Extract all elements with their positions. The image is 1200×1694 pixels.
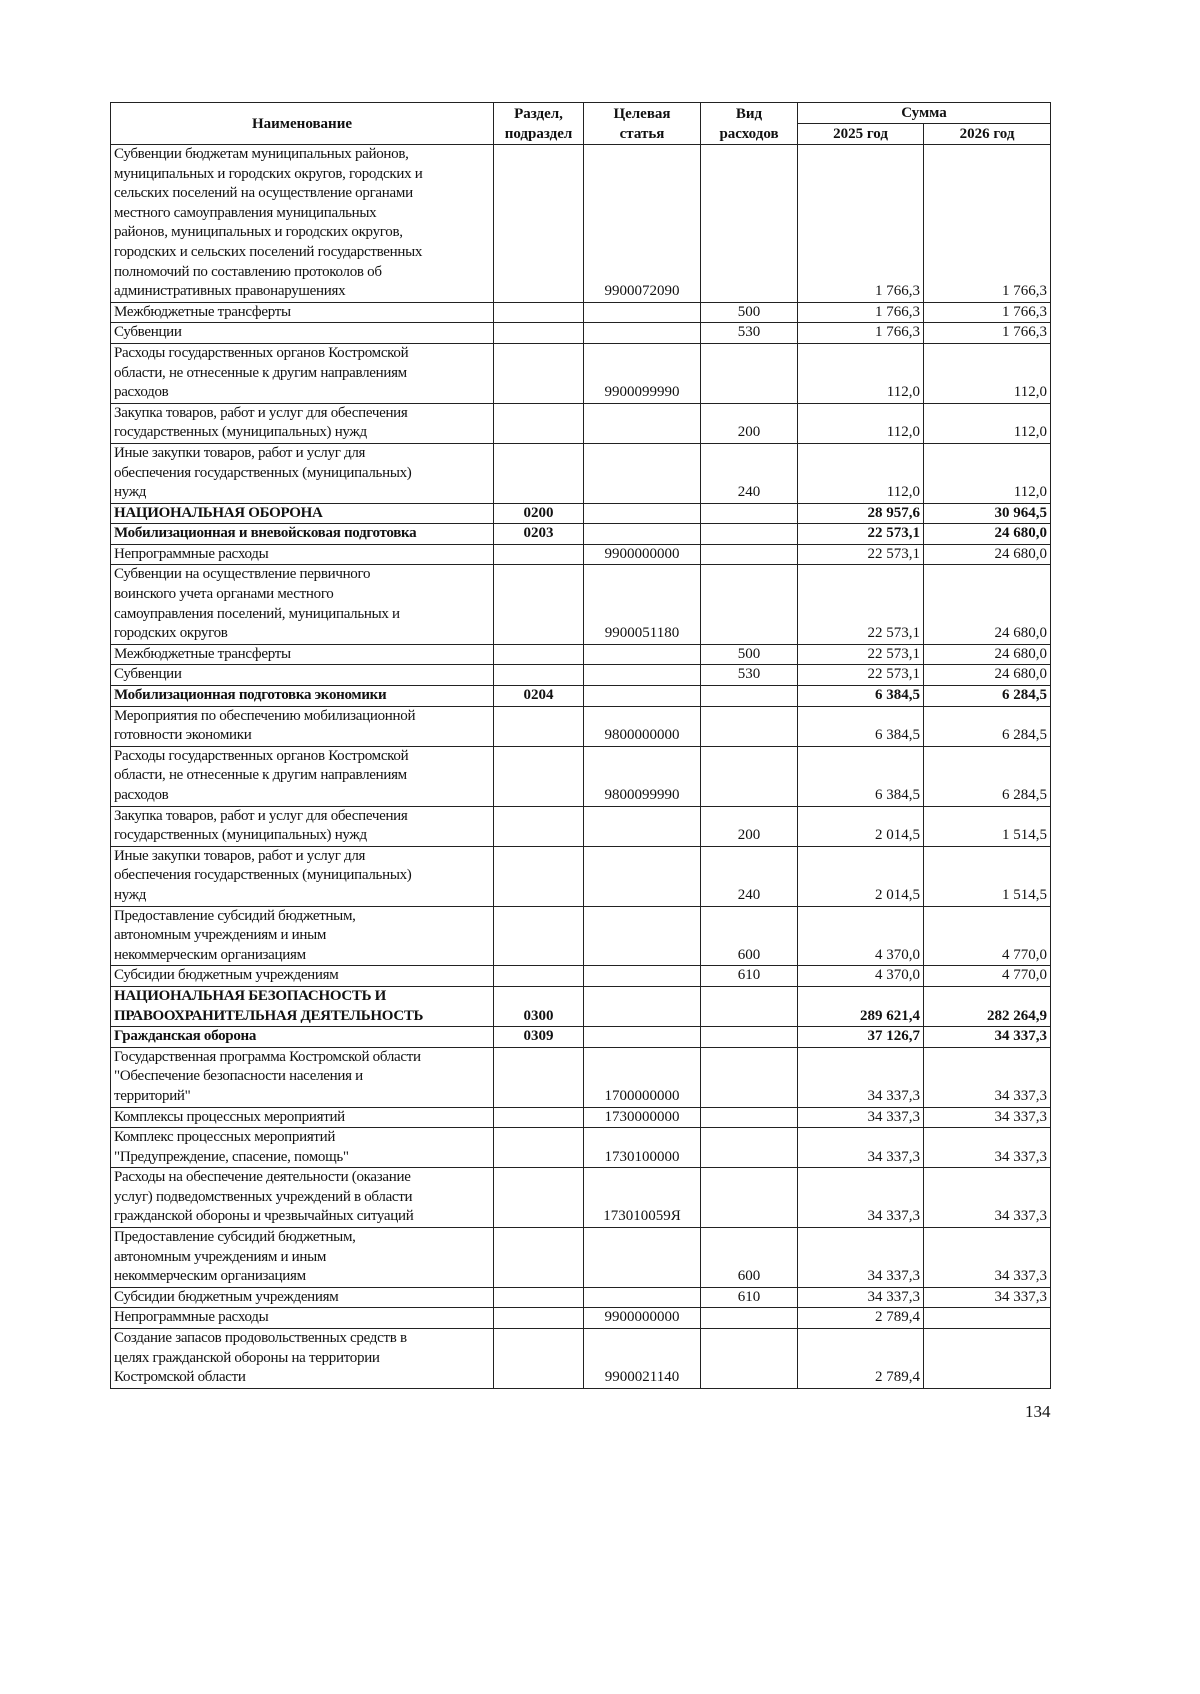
- cell-name: Создание запасов продовольственных средств в целях гражданской обороны на территории Костромской области: [111, 1329, 494, 1389]
- cell-name: Мероприятия по обеспечению мобилизационной готовности экономики: [111, 706, 494, 746]
- cell-y2025: 4 370,0: [798, 966, 924, 987]
- table-row: [111, 343, 1051, 403]
- cell-y2025: 22 573,1: [798, 665, 924, 686]
- table-row: [111, 966, 1051, 987]
- cell-y2025: 37 126,7: [798, 1027, 924, 1048]
- cell-name: Расходы государственных органов Костромской области, не отнесенные к другим направлениям расходов: [111, 746, 494, 806]
- header-2025: 2025 год: [798, 124, 924, 145]
- cell-section: [494, 1047, 584, 1107]
- page-number: 134: [1025, 1402, 1051, 1421]
- cell-y2026: 6 284,5: [924, 746, 1051, 806]
- cell-kind: [701, 1329, 798, 1389]
- cell-y2025: 1 766,3: [798, 302, 924, 323]
- header-2026: 2026 год: [924, 124, 1051, 145]
- cell-kind: 200: [701, 403, 798, 443]
- cell-y2025: 34 337,3: [798, 1047, 924, 1107]
- cell-section: [494, 1128, 584, 1168]
- cell-target: 1730100000: [584, 1128, 701, 1168]
- cell-kind: [701, 565, 798, 644]
- cell-section: 0200: [494, 503, 584, 524]
- cell-y2026: 112,0: [924, 343, 1051, 403]
- table-row: [111, 323, 1051, 344]
- table-row: [111, 686, 1051, 707]
- cell-y2025: 1 766,3: [798, 145, 924, 303]
- cell-name: НАЦИОНАЛЬНАЯ ОБОРОНА: [111, 503, 494, 524]
- cell-section: [494, 403, 584, 443]
- table-row: [111, 302, 1051, 323]
- cell-section: [494, 1287, 584, 1308]
- cell-y2026: 34 337,3: [924, 1287, 1051, 1308]
- cell-kind: 530: [701, 323, 798, 344]
- cell-y2026: 24 680,0: [924, 544, 1051, 565]
- table-row: [111, 1047, 1051, 1107]
- cell-y2026: 24 680,0: [924, 565, 1051, 644]
- cell-y2026: 1 766,3: [924, 302, 1051, 323]
- cell-name: Предоставление субсидий бюджетным, автономным учреждениям и иным некоммерческим организациям: [111, 906, 494, 966]
- cell-y2025: 2 789,4: [798, 1308, 924, 1329]
- cell-y2025: 289 621,4: [798, 986, 924, 1026]
- cell-section: 0300: [494, 986, 584, 1026]
- cell-name: Комплексы процессных мероприятий: [111, 1107, 494, 1128]
- cell-name: Закупка товаров, работ и услуг для обеспечения государственных (муниципальных) нужд: [111, 403, 494, 443]
- cell-y2025: 4 370,0: [798, 906, 924, 966]
- cell-name: Гражданская оборона: [111, 1027, 494, 1048]
- table-row: [111, 906, 1051, 966]
- cell-kind: [701, 686, 798, 707]
- cell-name: НАЦИОНАЛЬНАЯ БЕЗОПАСНОСТЬ И ПРАВООХРАНИТЕЛЬНАЯ ДЕЯТЕЛЬНОСТЬ: [111, 986, 494, 1026]
- cell-kind: 200: [701, 806, 798, 846]
- cell-name: Иные закупки товаров, работ и услуг для обеспечения государственных (муниципальных) нужд: [111, 443, 494, 503]
- cell-section: [494, 846, 584, 906]
- cell-name: Субсидии бюджетным учреждениям: [111, 966, 494, 987]
- cell-section: [494, 644, 584, 665]
- cell-kind: [701, 1308, 798, 1329]
- cell-y2026: 34 337,3: [924, 1228, 1051, 1288]
- cell-target: [584, 1027, 701, 1048]
- cell-target: 9900021140: [584, 1329, 701, 1389]
- cell-kind: [701, 544, 798, 565]
- cell-y2025: 34 337,3: [798, 1168, 924, 1228]
- cell-kind: [701, 145, 798, 303]
- cell-target: [584, 443, 701, 503]
- cell-y2026: 34 337,3: [924, 1168, 1051, 1228]
- cell-target: [584, 966, 701, 987]
- cell-kind: 610: [701, 966, 798, 987]
- cell-y2025: 112,0: [798, 403, 924, 443]
- cell-kind: [701, 1047, 798, 1107]
- cell-target: [584, 986, 701, 1026]
- cell-y2025: 34 337,3: [798, 1287, 924, 1308]
- cell-target: 173010059Я: [584, 1168, 701, 1228]
- cell-target: 9900099990: [584, 343, 701, 403]
- cell-y2026: 6 284,5: [924, 706, 1051, 746]
- cell-y2026: 1 514,5: [924, 806, 1051, 846]
- cell-y2026: 34 337,3: [924, 1128, 1051, 1168]
- cell-y2025: 2 789,4: [798, 1329, 924, 1389]
- header-target: Целевая статья: [584, 103, 701, 145]
- cell-name: Субсидии бюджетным учреждениям: [111, 1287, 494, 1308]
- cell-y2026: 30 964,5: [924, 503, 1051, 524]
- cell-section: [494, 1168, 584, 1228]
- cell-target: [584, 503, 701, 524]
- cell-target: [584, 644, 701, 665]
- cell-y2025: 28 957,6: [798, 503, 924, 524]
- cell-kind: [701, 1128, 798, 1168]
- table-row: [111, 403, 1051, 443]
- cell-y2026: 34 337,3: [924, 1107, 1051, 1128]
- cell-section: [494, 1107, 584, 1128]
- cell-kind: 500: [701, 302, 798, 323]
- cell-name: Предоставление субсидий бюджетным, автономным учреждениям и иным некоммерческим организациям: [111, 1228, 494, 1288]
- cell-section: [494, 343, 584, 403]
- cell-section: [494, 302, 584, 323]
- cell-kind: [701, 1168, 798, 1228]
- cell-name: Субвенции бюджетам муниципальных районов, муниципальных и городских округов, городских и сельских поселений на осуществление органами местного самоуправления муниципальных районов, муниципальных и городских округов, городских и сельских поселений государственных полномочий по составлению протоколов об административных правонарушениях: [111, 145, 494, 303]
- cell-target: [584, 686, 701, 707]
- cell-section: [494, 544, 584, 565]
- table-row: [111, 746, 1051, 806]
- cell-y2026: [924, 1308, 1051, 1329]
- cell-y2026: 1 766,3: [924, 323, 1051, 344]
- cell-name: Расходы государственных органов Костромской области, не отнесенные к другим направлениям расходов: [111, 343, 494, 403]
- cell-name: Субвенции: [111, 665, 494, 686]
- cell-target: [584, 806, 701, 846]
- cell-target: [584, 1287, 701, 1308]
- table-header: [111, 103, 1051, 145]
- cell-section: [494, 746, 584, 806]
- cell-target: [584, 906, 701, 966]
- table-row: [111, 1228, 1051, 1288]
- table-row: [111, 1329, 1051, 1389]
- cell-name: Межбюджетные трансферты: [111, 644, 494, 665]
- table-row: [111, 806, 1051, 846]
- cell-kind: 600: [701, 906, 798, 966]
- cell-name: Комплекс процессных мероприятий "Предупреждение, спасение, помощь": [111, 1128, 494, 1168]
- table-row: [111, 706, 1051, 746]
- cell-name: Мобилизационная подготовка экономики: [111, 686, 494, 707]
- cell-y2026: 24 680,0: [924, 524, 1051, 545]
- table-row: [111, 1107, 1051, 1128]
- cell-y2026: 112,0: [924, 443, 1051, 503]
- cell-kind: 240: [701, 846, 798, 906]
- cell-target: [584, 665, 701, 686]
- cell-y2026: [924, 1329, 1051, 1389]
- header-sum: Сумма: [798, 103, 1051, 124]
- cell-name: Субвенции на осуществление первичного воинского учета органами местного самоуправления поселений, муниципальных и городских округов: [111, 565, 494, 644]
- cell-y2025: 6 384,5: [798, 686, 924, 707]
- cell-name: Иные закупки товаров, работ и услуг для обеспечения государственных (муниципальных) нужд: [111, 846, 494, 906]
- cell-name: Расходы на обеспечение деятельности (оказание услуг) подведомственных учреждений в области гражданской обороны и чрезвычайных ситуаций: [111, 1168, 494, 1228]
- cell-section: [494, 665, 584, 686]
- cell-name: Непрограммные расходы: [111, 544, 494, 565]
- cell-target: [584, 323, 701, 344]
- cell-y2025: 2 014,5: [798, 846, 924, 906]
- cell-target: 9800099990: [584, 746, 701, 806]
- cell-kind: 240: [701, 443, 798, 503]
- table-row: [111, 1308, 1051, 1329]
- cell-y2025: 2 014,5: [798, 806, 924, 846]
- table-row: [111, 1168, 1051, 1228]
- table-row: [111, 524, 1051, 545]
- cell-y2026: 34 337,3: [924, 1027, 1051, 1048]
- cell-target: [584, 524, 701, 545]
- cell-section: [494, 906, 584, 966]
- cell-section: [494, 565, 584, 644]
- cell-section: [494, 966, 584, 987]
- cell-target: 9900051180: [584, 565, 701, 644]
- table-row: [111, 846, 1051, 906]
- table-row: [111, 1287, 1051, 1308]
- cell-y2026: 4 770,0: [924, 906, 1051, 966]
- table-row: [111, 665, 1051, 686]
- cell-y2025: 22 573,1: [798, 524, 924, 545]
- cell-name: Государственная программа Костромской области "Обеспечение безопасности населения и территорий": [111, 1047, 494, 1107]
- cell-target: [584, 846, 701, 906]
- cell-y2026: 24 680,0: [924, 665, 1051, 686]
- header-kind: Вид расходов: [701, 103, 798, 145]
- cell-y2026: 34 337,3: [924, 1047, 1051, 1107]
- cell-kind: [701, 1107, 798, 1128]
- cell-kind: [701, 343, 798, 403]
- cell-target: 9900072090: [584, 145, 701, 303]
- cell-kind: [701, 986, 798, 1026]
- cell-kind: 500: [701, 644, 798, 665]
- cell-target: 9900000000: [584, 1308, 701, 1329]
- cell-kind: [701, 503, 798, 524]
- cell-y2025: 22 573,1: [798, 565, 924, 644]
- cell-name: Непрограммные расходы: [111, 1308, 494, 1329]
- cell-y2025: 112,0: [798, 343, 924, 403]
- cell-section: [494, 323, 584, 344]
- table-row: [111, 443, 1051, 503]
- cell-kind: 600: [701, 1228, 798, 1288]
- cell-y2025: 34 337,3: [798, 1128, 924, 1168]
- cell-section: [494, 706, 584, 746]
- cell-y2025: 112,0: [798, 443, 924, 503]
- table-row: [111, 986, 1051, 1026]
- cell-y2026: 1 766,3: [924, 145, 1051, 303]
- cell-target: 9900000000: [584, 544, 701, 565]
- cell-section: [494, 1228, 584, 1288]
- table-row: [111, 1128, 1051, 1168]
- cell-name: Закупка товаров, работ и услуг для обеспечения государственных (муниципальных) нужд: [111, 806, 494, 846]
- cell-y2026: 1 514,5: [924, 846, 1051, 906]
- cell-y2026: 4 770,0: [924, 966, 1051, 987]
- cell-target: [584, 403, 701, 443]
- cell-name: Субвенции: [111, 323, 494, 344]
- cell-target: [584, 302, 701, 323]
- cell-y2026: 282 264,9: [924, 986, 1051, 1026]
- cell-y2026: 6 284,5: [924, 686, 1051, 707]
- cell-kind: 610: [701, 1287, 798, 1308]
- table-row: [111, 565, 1051, 644]
- header-section: Раздел, подраздел: [494, 103, 584, 145]
- table-row: [111, 1027, 1051, 1048]
- cell-y2026: 112,0: [924, 403, 1051, 443]
- cell-name: Межбюджетные трансферты: [111, 302, 494, 323]
- cell-y2025: 22 573,1: [798, 644, 924, 665]
- cell-y2025: 1 766,3: [798, 323, 924, 344]
- cell-y2025: 34 337,3: [798, 1228, 924, 1288]
- cell-kind: [701, 706, 798, 746]
- cell-kind: [701, 746, 798, 806]
- table-row: [111, 503, 1051, 524]
- cell-kind: [701, 524, 798, 545]
- cell-target: [584, 1228, 701, 1288]
- cell-section: [494, 1329, 584, 1389]
- cell-target: 9800000000: [584, 706, 701, 746]
- cell-section: [494, 443, 584, 503]
- cell-section: 0203: [494, 524, 584, 545]
- cell-section: [494, 806, 584, 846]
- table-body: [111, 145, 1051, 1389]
- cell-y2025: 6 384,5: [798, 706, 924, 746]
- header-name: Наименование: [111, 103, 494, 145]
- table-row: [111, 644, 1051, 665]
- cell-y2025: 34 337,3: [798, 1107, 924, 1128]
- table-row: [111, 544, 1051, 565]
- cell-section: 0309: [494, 1027, 584, 1048]
- cell-y2026: 24 680,0: [924, 644, 1051, 665]
- cell-kind: [701, 1027, 798, 1048]
- cell-y2025: 22 573,1: [798, 544, 924, 565]
- cell-section: [494, 1308, 584, 1329]
- budget-table: [110, 102, 1051, 1389]
- cell-y2025: 6 384,5: [798, 746, 924, 806]
- cell-section: [494, 145, 584, 303]
- cell-name: Мобилизационная и вневойсковая подготовка: [111, 524, 494, 545]
- table-row: [111, 145, 1051, 303]
- cell-target: 1700000000: [584, 1047, 701, 1107]
- cell-section: 0204: [494, 686, 584, 707]
- cell-target: 1730000000: [584, 1107, 701, 1128]
- cell-kind: 530: [701, 665, 798, 686]
